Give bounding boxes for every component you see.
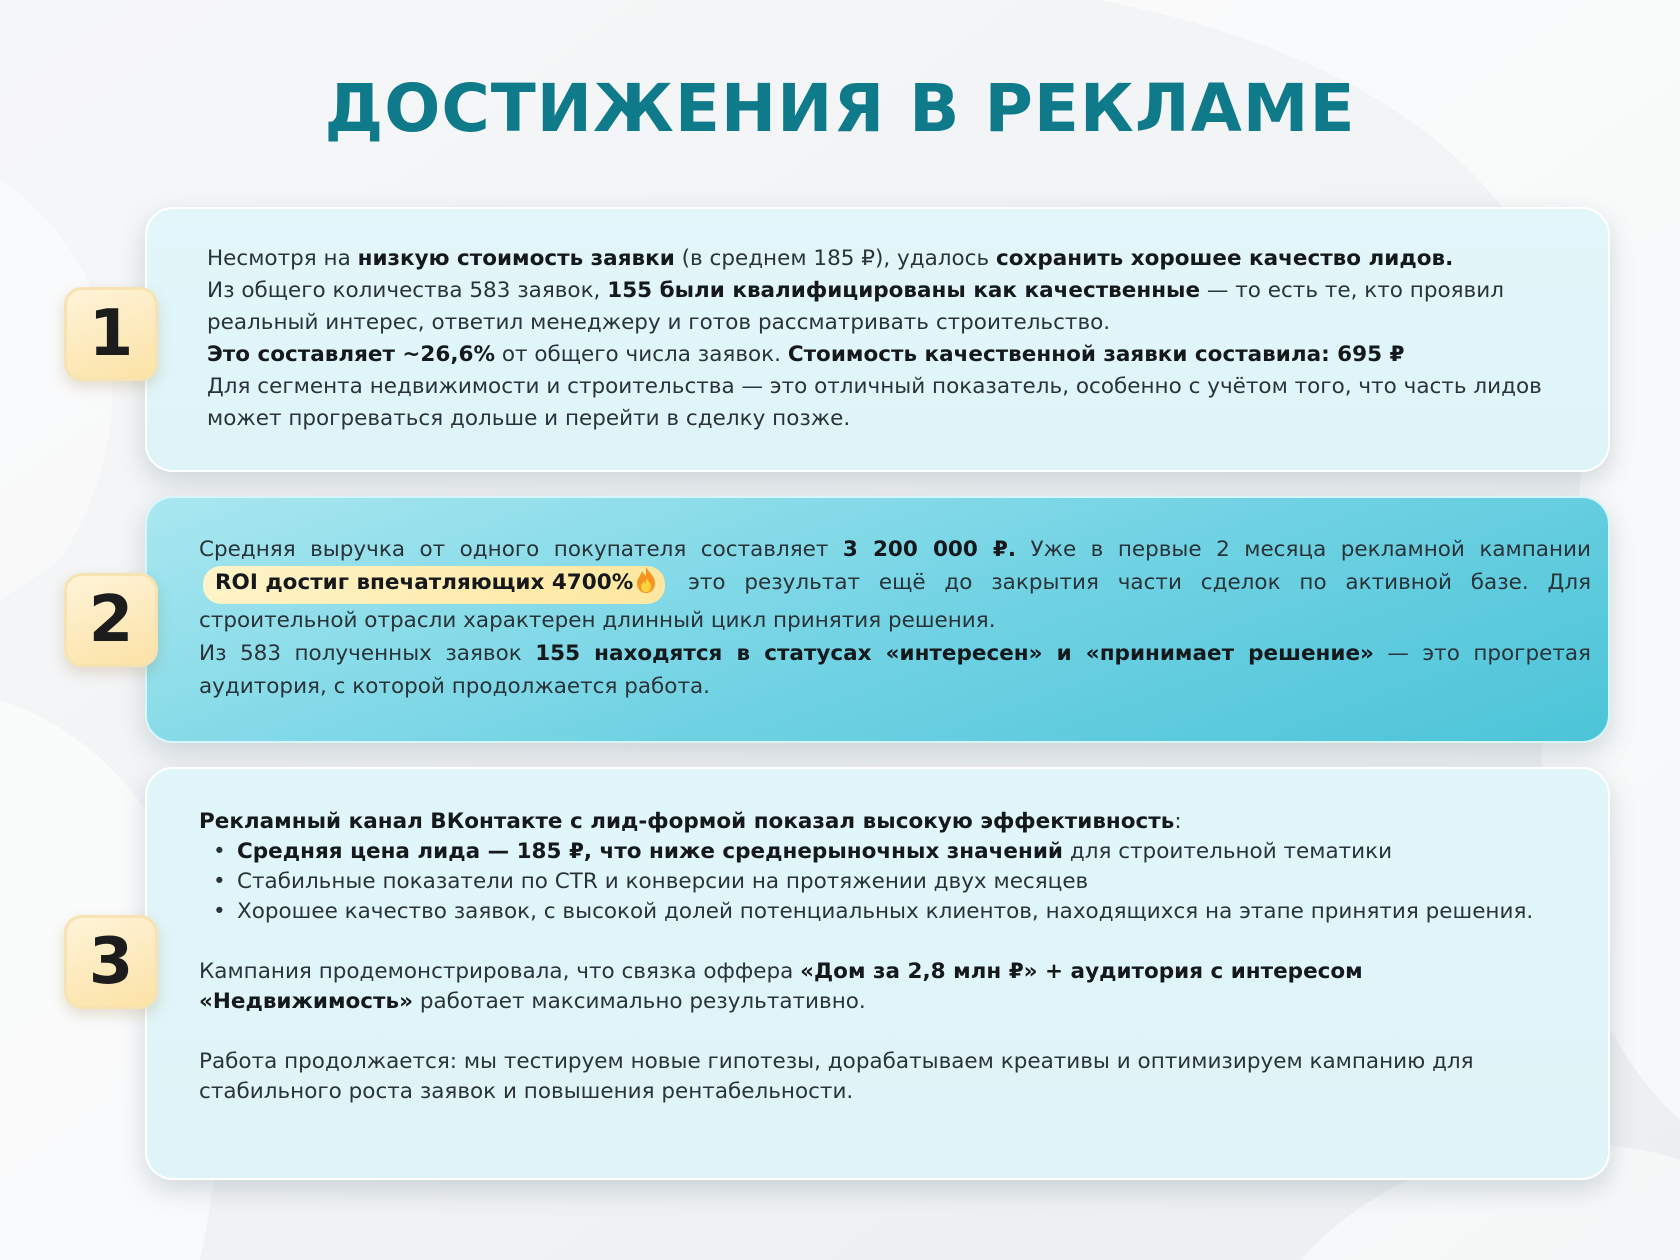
achievement-card-2 bbox=[145, 496, 1610, 743]
bold-span: Средняя цена лида — 185 ₽, что ниже среднерыночных значений bbox=[237, 839, 1063, 864]
list-item bbox=[213, 897, 1569, 927]
fire-icon bbox=[635, 566, 657, 604]
text-span: работает максимально результативно. bbox=[413, 989, 866, 1014]
achievement-card-1 bbox=[145, 207, 1610, 472]
text-span: : bbox=[1174, 809, 1182, 834]
number-badge-1: 1 bbox=[64, 287, 158, 381]
card-3-text bbox=[199, 807, 1569, 1107]
text-span: Хорошее качество заявок, с высокой долей потенциальных клиентов, находящихся на этапе принятия решения. bbox=[237, 899, 1534, 924]
bold-span: 155 находятся в статусах «интересен» и «принимает решение» bbox=[535, 641, 1374, 666]
roi-highlight bbox=[203, 566, 665, 604]
bold-span: Стоимость качественной заявки составила: 695 ₽ bbox=[787, 342, 1405, 367]
card-3-intro bbox=[199, 807, 1569, 837]
card-2-text bbox=[199, 533, 1591, 703]
text-span: для строительной тематики bbox=[1063, 839, 1393, 864]
card-2-paragraph-1 bbox=[199, 533, 1591, 637]
number-badge-2: 2 bbox=[64, 573, 158, 667]
text-span: Из 583 полученных заявок bbox=[199, 641, 536, 666]
text-span: Несмотря на bbox=[207, 246, 358, 271]
text-span: Уже в первые 2 месяца рекламной кампании bbox=[1016, 537, 1591, 562]
text-span: — это прогретая аудитория, с которой продолжается работа. bbox=[199, 641, 1591, 699]
bold-span: 155 были квалифицированы как качественные bbox=[607, 278, 1201, 303]
bullet-list bbox=[213, 837, 1569, 927]
text-span: Для сегмента недвижимости и строительства — это отличный показатель, особенно с учётом того, что часть лидов может прогреваться дольше и перейти в сделку позже. bbox=[207, 374, 1542, 431]
list-item bbox=[213, 837, 1569, 867]
card-3-paragraph-3: Работа продолжается: мы тестируем новые гипотезы, дорабатываем креативы и оптимизируем кампанию для стабильного роста заявок и повышения рентабельности. bbox=[199, 1049, 1474, 1104]
card-1-line-3 bbox=[207, 339, 1587, 371]
roi-text: ROI достиг впечатляющих 4700% bbox=[215, 570, 634, 595]
achievement-card-3 bbox=[145, 767, 1610, 1180]
text-span: это результат ещё до закрытия части сделок по активной базе. Для строительной отрасли характерен длинный цикл принятия решения. bbox=[199, 570, 1591, 633]
text-span: от общего числа заявок. bbox=[495, 342, 788, 367]
text-span: Стабильные показатели по CTR и конверсии на протяжении двух месяцев bbox=[237, 869, 1089, 894]
card-3-paragraph-2 bbox=[199, 957, 1569, 1017]
text-span: Кампания продемонстрировала, что связка оффера bbox=[199, 959, 801, 984]
bold-span: «Дом за 2,8 млн ₽» + аудитория с интересом «Недвижимость» bbox=[199, 959, 1363, 1014]
bold-span: Это составляет ~26,6% bbox=[207, 342, 496, 367]
bold-span: низкую стоимость заявки bbox=[357, 246, 675, 271]
bold-span: Рекламный канал ВКонтакте с лид-формой показал высокую эффективность bbox=[199, 809, 1175, 834]
page-title: ДОСТИЖЕНИЯ В РЕКЛАМЕ bbox=[324, 70, 1356, 147]
revenue-value: 3 200 000 ₽. bbox=[842, 537, 1017, 562]
text-span: — то есть те, кто проявил реальный интерес, ответил менеджеру и готов рассматривать строительство. bbox=[207, 278, 1504, 335]
number-badge-3: 3 bbox=[64, 915, 158, 1009]
card-1-line-1 bbox=[207, 243, 1587, 275]
text-span: (в среднем 185 ₽), удалось bbox=[674, 246, 996, 271]
card-1-line-2 bbox=[207, 275, 1587, 339]
text-span: Средняя выручка от одного покупателя составляет bbox=[199, 537, 843, 562]
card-1-text bbox=[207, 243, 1587, 435]
list-item bbox=[213, 867, 1569, 897]
bold-span: сохранить хорошее качество лидов. bbox=[996, 246, 1454, 271]
text-span: Из общего количества 583 заявок, bbox=[207, 278, 608, 303]
card-2-paragraph-2 bbox=[199, 637, 1591, 703]
card-1-line-4 bbox=[207, 371, 1587, 435]
